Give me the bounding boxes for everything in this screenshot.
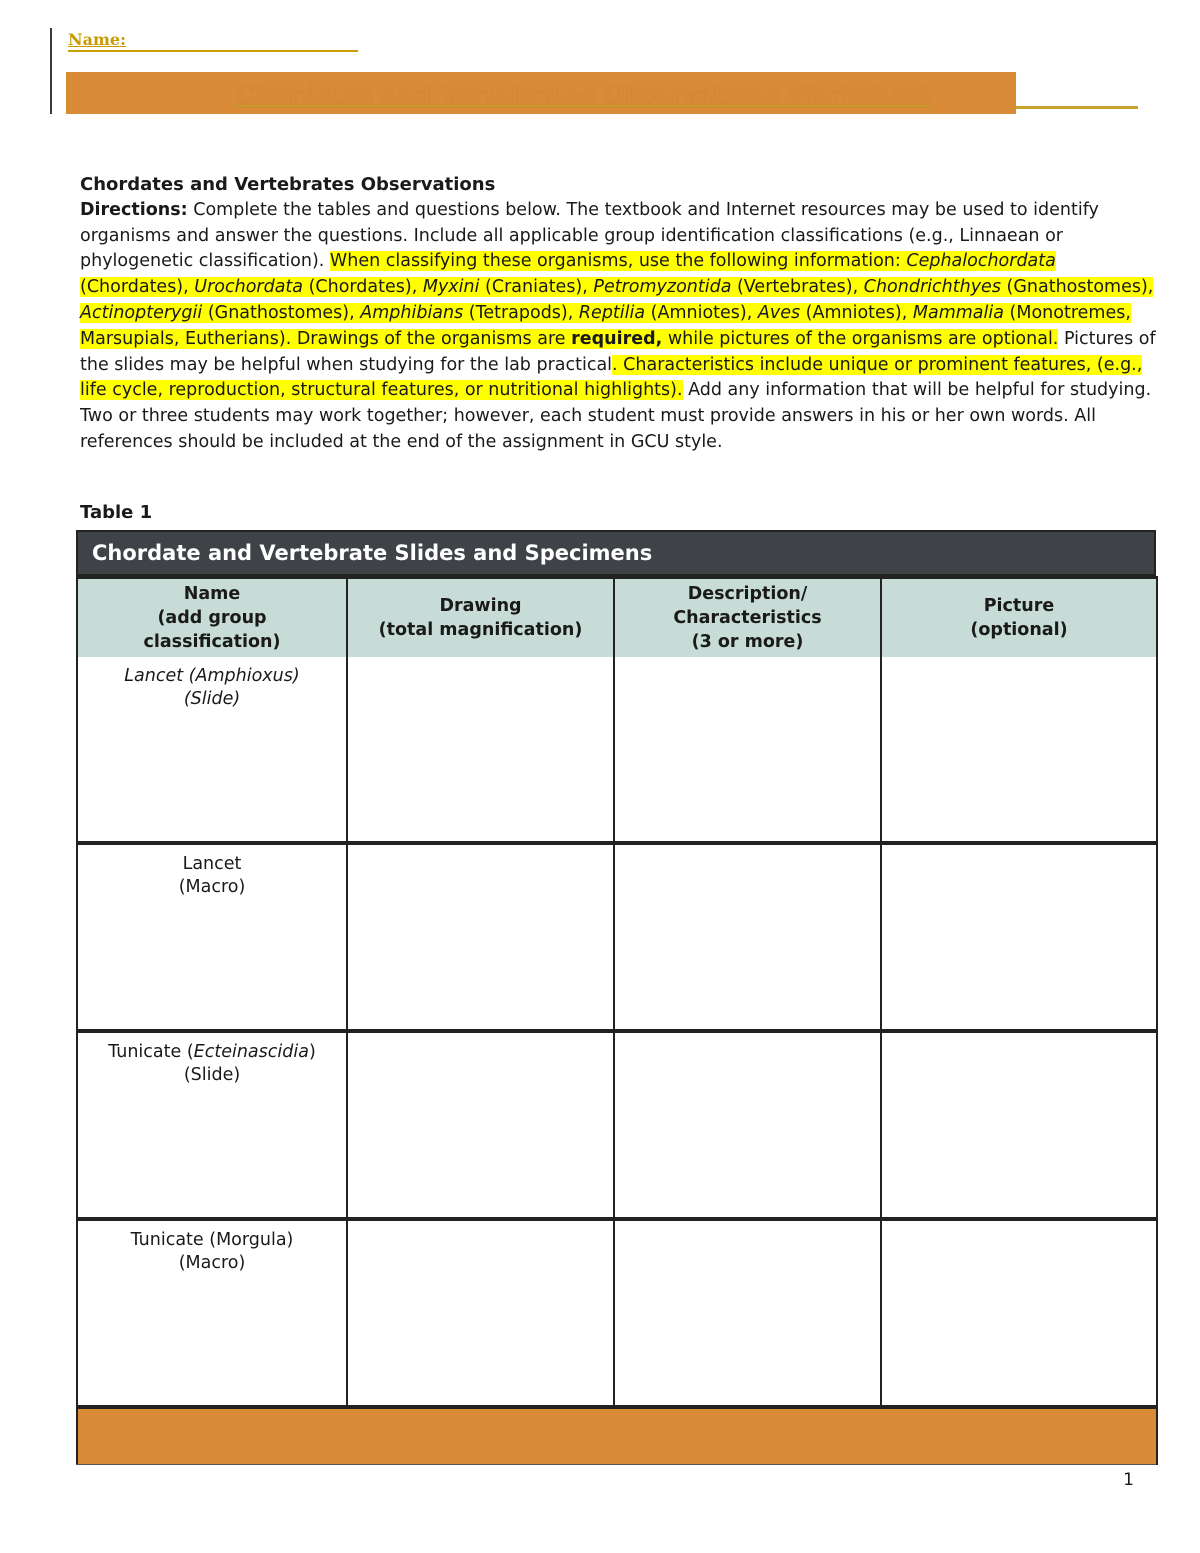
picture-cell[interactable] xyxy=(881,657,1157,843)
page-number: 1 xyxy=(1123,1470,1134,1490)
specimen-name-cell: Lancet (Amphioxus) (Slide) xyxy=(77,657,347,843)
table-header-row xyxy=(77,578,1157,658)
footer-band-cell xyxy=(77,1407,1157,1465)
picture-cell[interactable] xyxy=(881,1031,1157,1219)
table-title: Chordate and Vertebrate Slides and Specimens xyxy=(76,530,1156,576)
banner-underline xyxy=(1016,106,1138,109)
drawing-cell[interactable] xyxy=(347,843,614,1031)
specimens-table xyxy=(76,530,1156,1465)
col-header-drawing: Drawing (total magnification) xyxy=(347,578,614,658)
section-heading: Chordates and Vertebrates Observations xyxy=(80,174,496,195)
col-header-name: Name (add group classification) xyxy=(77,578,347,658)
drawing-cell[interactable] xyxy=(347,1031,614,1219)
directions-paragraph: Directions: Complete the tables and questions below. The textbook and Internet resources may be used to identify organisms and answer the questions. Include all applicable group identification classifications (e.g., Linnaean or phylogenetic classification). When classifying these organisms, use the following information: Cephalochordata (Chordates), Urochordata (Chordates), Myxini (Craniates), Petromyzontida (Vertebrates), Chondrichthyes (Gnathostomes), Actinopterygii (Gnathostomes), Amphibians (Tetrapods), Reptilia (Amniotes), Aves (Amniotes), Mammalia (Monotremes, Marsupials, Eutherians). Drawings of the organisms are required, while pictures of the organisms are optional. Pictures of the slides may be helpful when studying for the lab practical. Characteristics include unique or prominent features, (e.g., life cycle, reproduction, structural features, or nutritional highlights). Add any information that will be helpful for studying. Two or three students may work together; however, each student must provide answers in his or her own words. All references should be included at the end of the assignment in GCU style. xyxy=(80,199,1156,452)
col-header-description: Description/ Characteristics (3 or more) xyxy=(614,578,881,658)
worksheet-title: Chordates and Vertebrates Observations Worksheet xyxy=(236,80,931,109)
directions-section xyxy=(80,172,1160,456)
table-footer-band xyxy=(77,1407,1157,1465)
name-label: Name: xyxy=(68,30,127,49)
table-row xyxy=(77,1031,1157,1219)
drawing-cell[interactable] xyxy=(347,657,614,843)
description-cell[interactable] xyxy=(614,1031,881,1219)
table-row xyxy=(77,843,1157,1031)
table-row xyxy=(77,1219,1157,1407)
specimen-name-cell: Lancet (Macro) xyxy=(77,843,347,1031)
table-label: Table 1 xyxy=(80,502,153,523)
picture-cell[interactable] xyxy=(881,1219,1157,1407)
description-cell[interactable] xyxy=(614,1219,881,1407)
highlighted-characteristics: . Characteristics include unique or prominent features, (e.g., life cycle, reproduction, structural features, or nutritional highlights). xyxy=(80,354,1143,401)
drawing-cell[interactable] xyxy=(347,1219,614,1407)
directions-label: Directions: xyxy=(80,199,188,220)
picture-cell[interactable] xyxy=(881,843,1157,1031)
bottom-rule xyxy=(76,1464,1156,1465)
highlighted-instructions: When classifying these organisms, use the following information: Cephalochordata (Chordates), Urochordata (Chordates), Myxini (Craniates), Petromyzontida (Vertebrates), Chondrichthyes (Gnathostomes), Actinopterygii (Gnathostomes), Amphibians (Tetrapods), Reptilia (Amniotes), Aves (Amniotes), Mammalia (Monotremes, Marsupials, Eutherians). Drawings of the organisms are required, while pictures of the organisms are optional. xyxy=(80,251,1154,349)
table-row xyxy=(77,657,1157,843)
specimen-name-cell: Tunicate (Morgula) (Macro) xyxy=(77,1219,347,1407)
specimen-name-cell: Tunicate (Ecteinascidia) (Slide) xyxy=(77,1031,347,1219)
description-cell[interactable] xyxy=(614,843,881,1031)
margin-bar xyxy=(50,28,52,114)
col-header-picture: Picture (optional) xyxy=(881,578,1157,658)
name-field[interactable] xyxy=(68,30,358,52)
description-cell[interactable] xyxy=(614,657,881,843)
